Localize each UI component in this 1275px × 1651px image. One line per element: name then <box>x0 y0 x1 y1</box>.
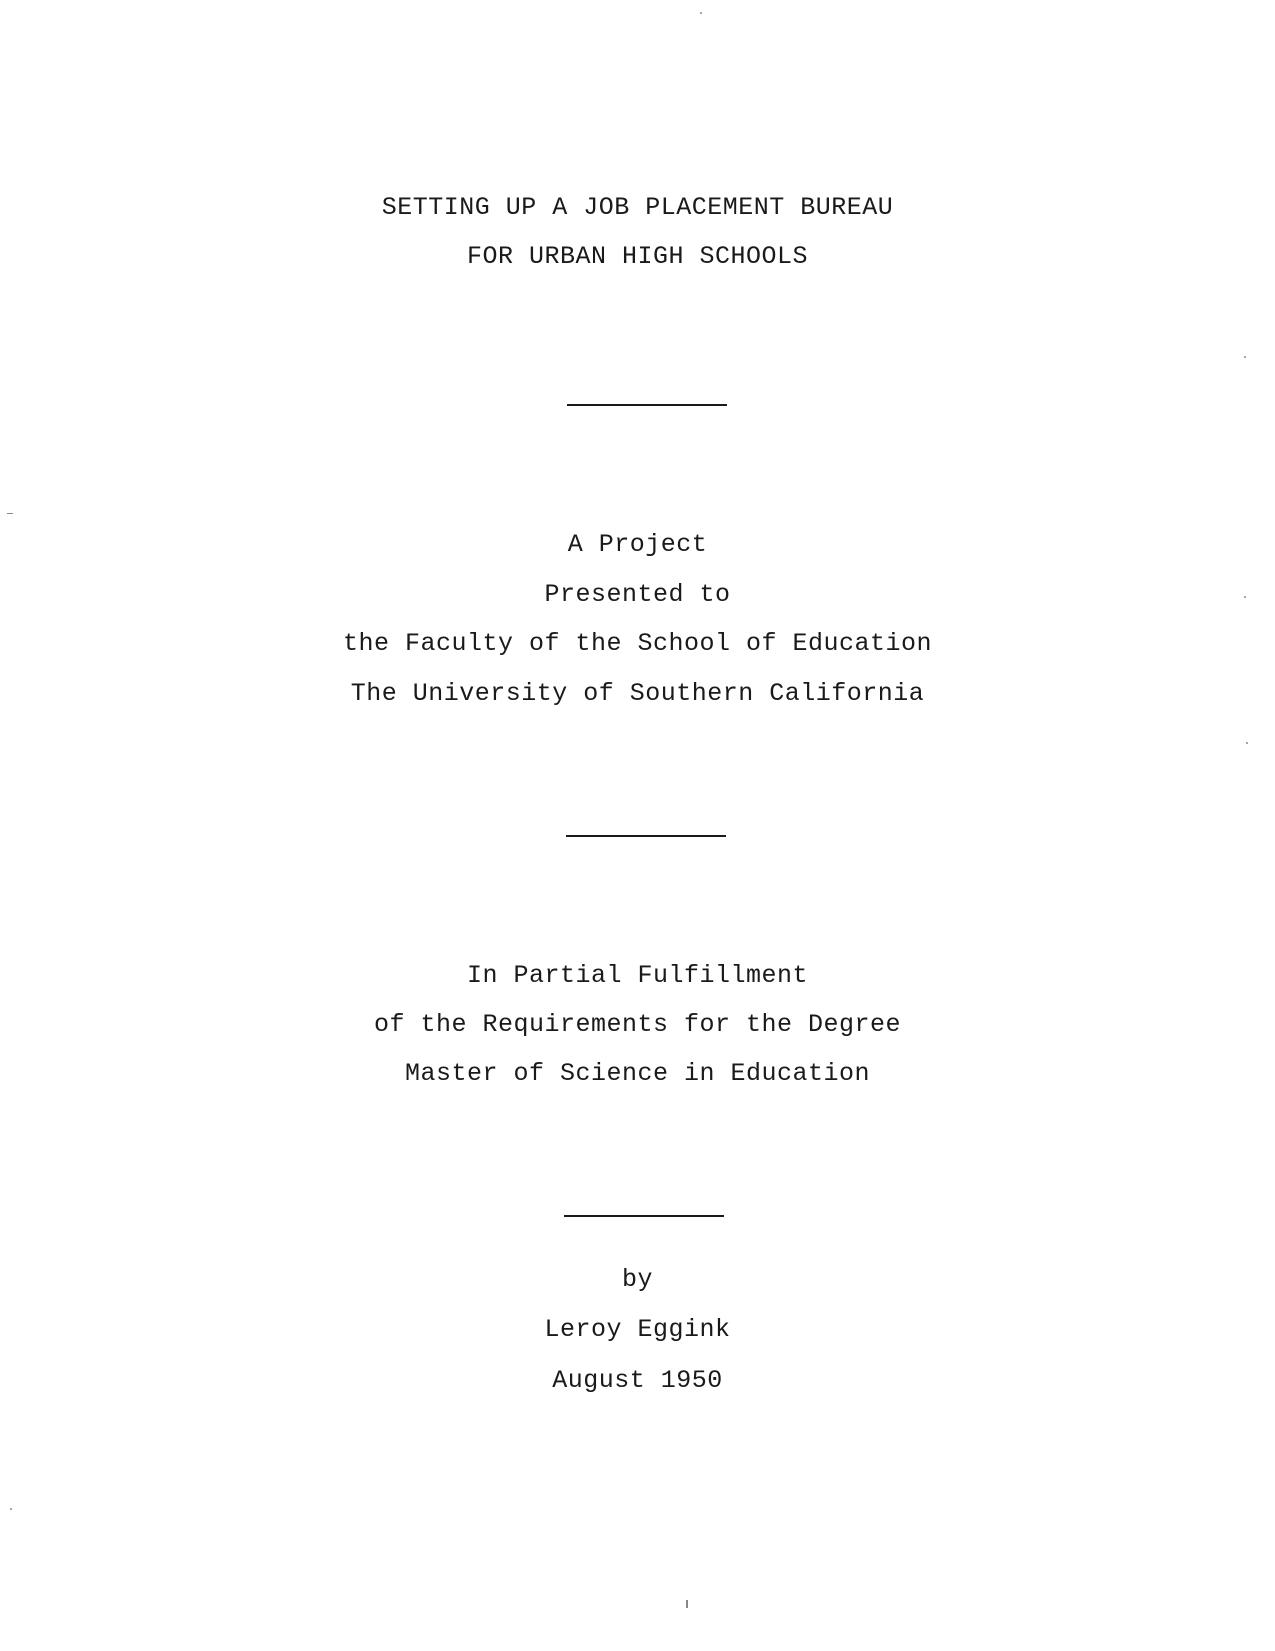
section-divider <box>567 404 727 406</box>
scan-speck <box>700 12 702 14</box>
title-line-2: FOR URBAN HIGH SCHOOLS <box>466 242 809 271</box>
submission-date: August 1950 <box>552 1366 723 1395</box>
title-line-1: SETTING UP A JOB PLACEMENT BUREAU <box>381 193 894 222</box>
byline-by: by <box>621 1265 653 1294</box>
scan-speck <box>1244 596 1246 598</box>
fulfillment-line-1: In Partial Fulfillment <box>466 961 809 990</box>
presentation-line-2: Presented to <box>544 580 731 609</box>
fulfillment-line-3: Master of Science in Education <box>404 1059 871 1088</box>
scan-speck <box>1244 356 1246 358</box>
scan-speck <box>7 513 13 514</box>
presentation-line-3: the Faculty of the School of Education <box>342 629 933 658</box>
author-name: Leroy Eggink <box>544 1315 731 1344</box>
scan-speck <box>10 1508 12 1510</box>
scan-speck <box>686 1600 688 1608</box>
section-divider <box>566 835 726 837</box>
section-divider <box>564 1215 724 1217</box>
presentation-line-1: A Project <box>567 530 708 559</box>
fulfillment-line-2: of the Requirements for the Degree <box>373 1010 902 1039</box>
presentation-line-4: The University of Southern California <box>350 679 925 708</box>
scan-speck <box>1246 742 1248 744</box>
